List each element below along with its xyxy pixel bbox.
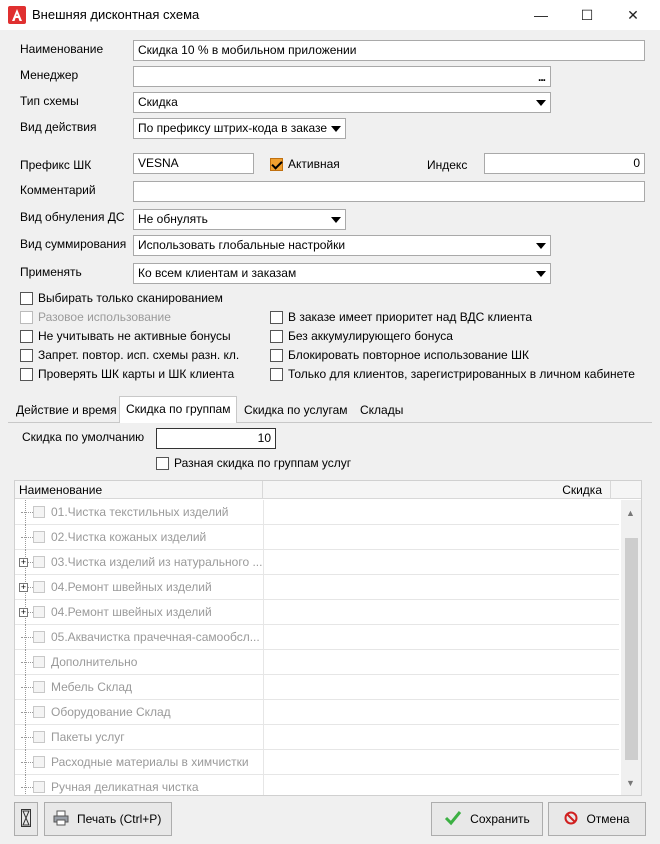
- column-separator: [263, 750, 264, 775]
- row-checkbox[interactable]: [33, 731, 45, 743]
- column-separator: [263, 725, 264, 750]
- checkbox-label: Разная скидка по группам услуг: [174, 456, 352, 470]
- scheme-type-value: Скидка: [138, 95, 178, 109]
- index-label: Индекс: [427, 158, 468, 172]
- row-checkbox[interactable]: [33, 606, 45, 618]
- row-name: Дополнительно: [51, 655, 138, 669]
- scrollbar-thumb[interactable]: [625, 538, 638, 760]
- apply-value: Ко всем клиентам и заказам: [138, 266, 297, 280]
- row-name: 04.Ремонт швейных изделий: [51, 580, 212, 594]
- checkbox-label: Разовое использование: [38, 310, 171, 324]
- column-separator: [263, 575, 264, 600]
- name-field[interactable]: Скидка 10 % в мобильном приложении: [133, 40, 645, 61]
- row-name: 02.Чистка кожаных изделий: [51, 530, 207, 544]
- groups-table[interactable]: [14, 480, 642, 796]
- row-name: Оборудование Склад: [51, 705, 171, 719]
- column-separator: [263, 775, 264, 796]
- checkbox-icon: [270, 368, 283, 381]
- dropdown-arrow-icon: [536, 271, 546, 277]
- reset-label: Вид обнуления ДС: [20, 210, 125, 224]
- row-checkbox[interactable]: [33, 681, 45, 693]
- tree-connector: [21, 787, 33, 788]
- reset-value: Не обнулять: [138, 212, 208, 226]
- row-checkbox[interactable]: [33, 506, 45, 518]
- column-separator: [263, 550, 264, 575]
- tree-connector: [21, 687, 33, 688]
- row-name: Ручная деликатная чистка: [51, 780, 199, 794]
- tree-connector: [21, 537, 33, 538]
- action-type-value: По префиксу штрих-кода в заказе: [138, 121, 328, 135]
- row-checkbox[interactable]: [33, 556, 45, 568]
- vertical-scrollbar[interactable]: [621, 500, 641, 796]
- checkbox-block-barcode-reuse[interactable]: [270, 348, 529, 362]
- tree-line: [25, 775, 26, 796]
- apply-select[interactable]: [133, 263, 551, 284]
- scheme-type-label: Тип схемы: [20, 94, 79, 108]
- active-checkbox[interactable]: [270, 157, 340, 171]
- checkbox-label: Запрет. повтор. исп. схемы разн. кл.: [38, 348, 240, 362]
- checkbox-label: Только для клиентов, зарегистрированных в личном кабинете: [288, 367, 635, 381]
- ellipsis-button[interactable]: ...: [537, 70, 545, 84]
- checkbox-label: Без аккумулирующего бонуса: [288, 329, 453, 343]
- action-type-select[interactable]: [133, 118, 346, 139]
- scroll-up-icon[interactable]: ▲: [626, 508, 635, 518]
- printer-icon: [53, 810, 69, 829]
- prefix-label: Префикс ШК: [20, 158, 92, 172]
- table-row[interactable]: [15, 650, 619, 675]
- expand-icon[interactable]: +: [20, 582, 27, 592]
- row-checkbox[interactable]: [33, 656, 45, 668]
- row-name: Пакеты услуг: [51, 730, 125, 744]
- prefix-field[interactable]: VESNA: [133, 153, 254, 174]
- settings-button[interactable]: [14, 802, 38, 836]
- column-separator: [263, 525, 264, 550]
- row-checkbox[interactable]: [33, 631, 45, 643]
- column-separator: [263, 500, 264, 525]
- table-row[interactable]: [15, 750, 619, 775]
- minimize-button[interactable]: [518, 0, 564, 30]
- checkbox-order-priority[interactable]: [270, 310, 532, 324]
- app-logo-icon: [8, 6, 26, 24]
- table-row[interactable]: [15, 700, 619, 725]
- row-checkbox[interactable]: [33, 531, 45, 543]
- table-row[interactable]: [15, 550, 619, 575]
- scroll-down-icon[interactable]: ▼: [626, 778, 635, 788]
- close-button[interactable]: [610, 0, 656, 30]
- scheme-type-select[interactable]: [133, 92, 551, 113]
- checkbox-forbid-repeat[interactable]: [20, 348, 239, 362]
- column-header-discount[interactable]: Скидка: [263, 481, 611, 499]
- maximize-button[interactable]: [564, 0, 610, 30]
- checkbox-icon: [20, 311, 33, 324]
- checkbox-icon: [20, 292, 33, 305]
- column-separator: [263, 600, 264, 625]
- row-name: 03.Чистка изделий из натурального ...: [51, 555, 263, 569]
- tab-warehouses[interactable]: Склады: [360, 403, 404, 417]
- save-label: Сохранить: [470, 812, 530, 826]
- row-checkbox[interactable]: [33, 706, 45, 718]
- checkbox-registered-only[interactable]: [270, 367, 635, 381]
- table-row[interactable]: [15, 625, 619, 650]
- row-checkbox[interactable]: [33, 781, 45, 793]
- tree-connector: [21, 637, 33, 638]
- checkbox-label: Не учитывать не активные бонусы: [38, 329, 231, 343]
- summation-select[interactable]: [133, 235, 551, 256]
- maximize-icon: ☐: [580, 6, 594, 23]
- tree-connector: [21, 762, 33, 763]
- column-separator: [263, 675, 264, 700]
- table-row[interactable]: [15, 525, 619, 550]
- minimize-icon: —: [534, 7, 548, 23]
- checkbox-ignore-inactive-bonuses[interactable]: [20, 329, 231, 343]
- name-label: Наименование: [20, 42, 104, 56]
- default-discount-label: Скидка по умолчанию: [22, 430, 145, 444]
- checkbox-check-card-barcode[interactable]: [20, 367, 234, 381]
- column-separator: [263, 650, 264, 675]
- expand-icon[interactable]: +: [20, 607, 27, 617]
- tree-connector: [21, 712, 33, 713]
- column-header-name[interactable]: Наименование: [15, 481, 263, 499]
- dropdown-arrow-icon: [536, 100, 546, 106]
- action-type-label: Вид действия: [20, 120, 97, 134]
- summation-value: Использовать глобальные настройки: [138, 238, 346, 252]
- hourglass-icon: [21, 809, 31, 830]
- checkbox-label: Блокировать повторное использование ШК: [288, 348, 530, 362]
- table-row[interactable]: [15, 600, 619, 625]
- tree-connector: [21, 512, 33, 513]
- row-name: 01.Чистка текстильных изделий: [51, 505, 229, 519]
- checkbox-label: Выбирать только сканированием: [38, 291, 223, 305]
- save-button[interactable]: [431, 802, 543, 836]
- window-title: Внешняя дисконтная схема: [32, 7, 200, 22]
- index-field[interactable]: 0: [484, 153, 645, 174]
- summation-label: Вид суммирования: [20, 237, 127, 251]
- manager-field[interactable]: [133, 66, 551, 87]
- reset-select[interactable]: [133, 209, 346, 230]
- table-row[interactable]: [15, 775, 619, 796]
- print-button[interactable]: [44, 802, 172, 836]
- tree-connector: [21, 737, 33, 738]
- table-header: [15, 481, 641, 499]
- cancel-label: Отмена: [586, 812, 630, 826]
- checkbox-icon: [20, 349, 33, 362]
- checkbox-icon: [270, 349, 283, 362]
- checkbox-icon: [20, 368, 33, 381]
- title-bar[interactable]: [0, 0, 660, 30]
- expand-icon[interactable]: +: [20, 557, 27, 567]
- checkbox-no-accumulating-bonus[interactable]: [270, 329, 453, 343]
- checkbox-icon: [20, 330, 33, 343]
- cancel-button[interactable]: [548, 802, 646, 836]
- checkbox-icon: [270, 330, 283, 343]
- comment-field[interactable]: [133, 181, 645, 202]
- row-name: Расходные материалы в химчистки: [51, 755, 249, 769]
- comment-label: Комментарий: [20, 183, 96, 197]
- close-icon: ✕: [627, 6, 639, 23]
- dropdown-arrow-icon: [536, 243, 546, 249]
- checkbox-different-discount[interactable]: [156, 456, 351, 470]
- row-checkbox[interactable]: [33, 581, 45, 593]
- tab-action-time[interactable]: Действие и время: [16, 403, 117, 417]
- tab-service-discount[interactable]: Скидка по услугам: [244, 403, 348, 417]
- column-separator: [263, 700, 264, 725]
- row-name: 05.Аквачистка прачечная-самообсл...: [51, 630, 260, 644]
- checkbox-single-use: [20, 310, 171, 324]
- active-label: Активная: [288, 157, 340, 171]
- row-checkbox[interactable]: [33, 756, 45, 768]
- dropdown-arrow-icon: [331, 217, 341, 223]
- checkbox-checked-icon: [270, 158, 283, 171]
- table-row[interactable]: [15, 575, 619, 600]
- row-name: Мебель Склад: [51, 680, 132, 694]
- row-name: 04.Ремонт швейных изделий: [51, 605, 212, 619]
- column-separator: [263, 625, 264, 650]
- checkbox-label: Проверять ШК карты и ШК клиента: [38, 367, 235, 381]
- default-discount-field[interactable]: 10: [156, 428, 276, 449]
- tab-group-discount[interactable]: Скидка по группам: [119, 396, 237, 423]
- tree-connector: [21, 662, 33, 663]
- checkbox-scan-only[interactable]: [20, 291, 223, 305]
- cancel-icon: [564, 811, 578, 828]
- print-label: Печать (Ctrl+P): [77, 812, 162, 826]
- checkbox-icon: [156, 457, 169, 470]
- checkbox-label: В заказе имеет приоритет над ВДС клиента: [288, 310, 532, 324]
- checkmark-icon: [444, 810, 462, 829]
- apply-label: Применять: [20, 265, 82, 279]
- table-row[interactable]: [15, 675, 619, 700]
- manager-label: Менеджер: [20, 68, 79, 82]
- table-row[interactable]: [15, 725, 619, 750]
- dropdown-arrow-icon: [331, 126, 341, 132]
- table-row[interactable]: [15, 500, 619, 525]
- checkbox-icon: [270, 311, 283, 324]
